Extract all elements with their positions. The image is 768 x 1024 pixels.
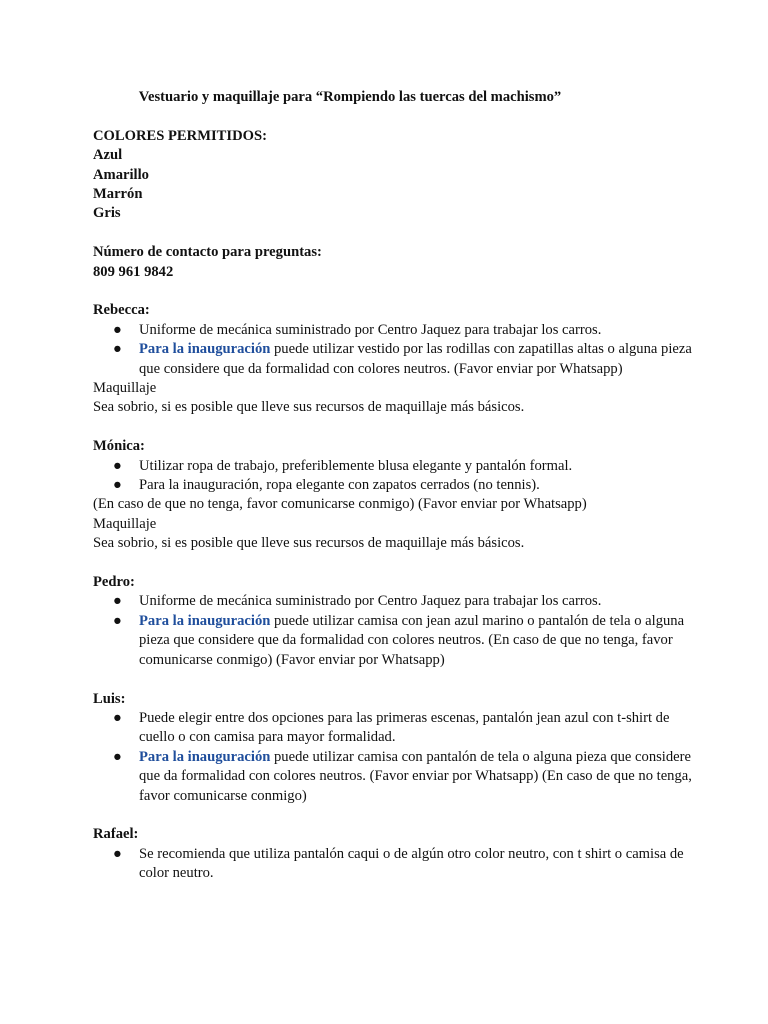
list-item [93,457,693,476]
makeup-label: Maquillaje [93,380,157,397]
list-item [93,592,693,611]
colors-heading: COLORES PERMITIDOS: [93,127,267,144]
bullet-icon: ● [113,845,122,862]
bullet-icon: ● [113,321,122,338]
character-name-luis: Luis: [93,690,126,707]
character-name-monica: Mónica: [93,438,145,455]
spacer [93,224,693,243]
list-item [93,748,693,806]
document-body [93,88,693,884]
list-item [93,476,693,495]
item-text: puede utilizar vestido por las rodillas con zapatillas altas o alguna pieza que considere que da formalidad con colores neutros. (Favor enviar por Whatsapp) [139,341,692,377]
character-name-rafael: Rafael: [93,826,139,843]
item-text: Para la inauguración, ropa elegante con zapatos cerrados (no tennis). [139,477,540,494]
spacer [93,554,693,573]
spacer [93,107,693,126]
color-item: Marrón [93,186,143,203]
rafael-list [93,845,693,884]
item-text: Se recomienda que utiliza pantalón caqui o de algún otro color neutro, con t shirt o camisa de color neutro. [139,845,684,882]
spacer [93,806,693,825]
monica-note: (En caso de que no tenga, favor comunicarse conmigo) (Favor enviar por Whatsapp) [93,496,587,513]
bullet-icon: ● [113,593,122,610]
makeup-text: Sea sobrio, si es posible que lleve sus recursos de maquillaje más básicos. [93,399,525,416]
spacer [93,282,693,301]
item-text: Puede elegir entre dos opciones para las primeras escenas, pantalón jean azul con t-shirt de cuello o con camisa para mayor formalidad. [139,709,670,746]
luis-list [93,709,693,806]
bullet-icon: ● [113,457,122,474]
highlight-text: Para la inauguración [139,612,271,629]
item-text: Uniforme de mecánica suministrado por Centro Jaquez para trabajar los carros. [139,321,602,338]
bullet-icon: ● [113,748,122,765]
bullet-icon: ● [113,612,122,629]
contact-heading: Número de contacto para preguntas: [93,244,322,261]
list-item [93,612,693,670]
bullet-icon: ● [113,709,122,726]
bullet-icon: ● [113,341,122,358]
character-name-rebecca: Rebecca: [93,302,150,319]
color-item: Gris [93,205,121,222]
list-item [93,340,693,379]
character-name-pedro: Pedro: [93,574,135,591]
spacer [93,670,693,689]
item-text: Utilizar ropa de trabajo, preferiblemente blusa elegante y pantalón formal. [139,457,573,474]
contact-number: 809 961 9842 [93,263,174,280]
spacer [93,418,693,437]
highlight-text: Para la inauguración [139,748,271,765]
makeup-text: Sea sobrio, si es posible que lleve sus recursos de maquillaje más básicos. [93,535,525,552]
color-item: Amarillo [93,166,149,183]
item-text: Uniforme de mecánica suministrado por Centro Jaquez para trabajar los carros. [139,593,602,610]
list-item [93,709,693,748]
list-item [93,321,693,340]
rebecca-list [93,321,693,379]
document-title: Vestuario y maquillaje para “Rompiendo las tuercas del machismo” [138,89,562,105]
highlight-text: Para la inauguración [139,341,271,358]
monica-list [93,457,693,496]
item-text: puede utilizar camisa con jean azul marino o pantalón de tela o alguna pieza que considere que da formalidad con colores neutros. (En caso de que no tenga, favor comunicarse conmigo) (Favor enviar por Whatsapp) [139,612,685,668]
color-item: Azul [93,147,123,164]
pedro-list [93,592,693,670]
makeup-label: Maquillaje [93,515,157,532]
list-item [93,845,693,884]
item-text: puede utilizar camisa con pantalón de tela o alguna pieza que considere que da formalidad con colores neutros. (Favor enviar por Whatsapp) (En caso de que no tenga, favor comunicarse conmigo) [139,748,692,804]
bullet-icon: ● [113,477,122,494]
